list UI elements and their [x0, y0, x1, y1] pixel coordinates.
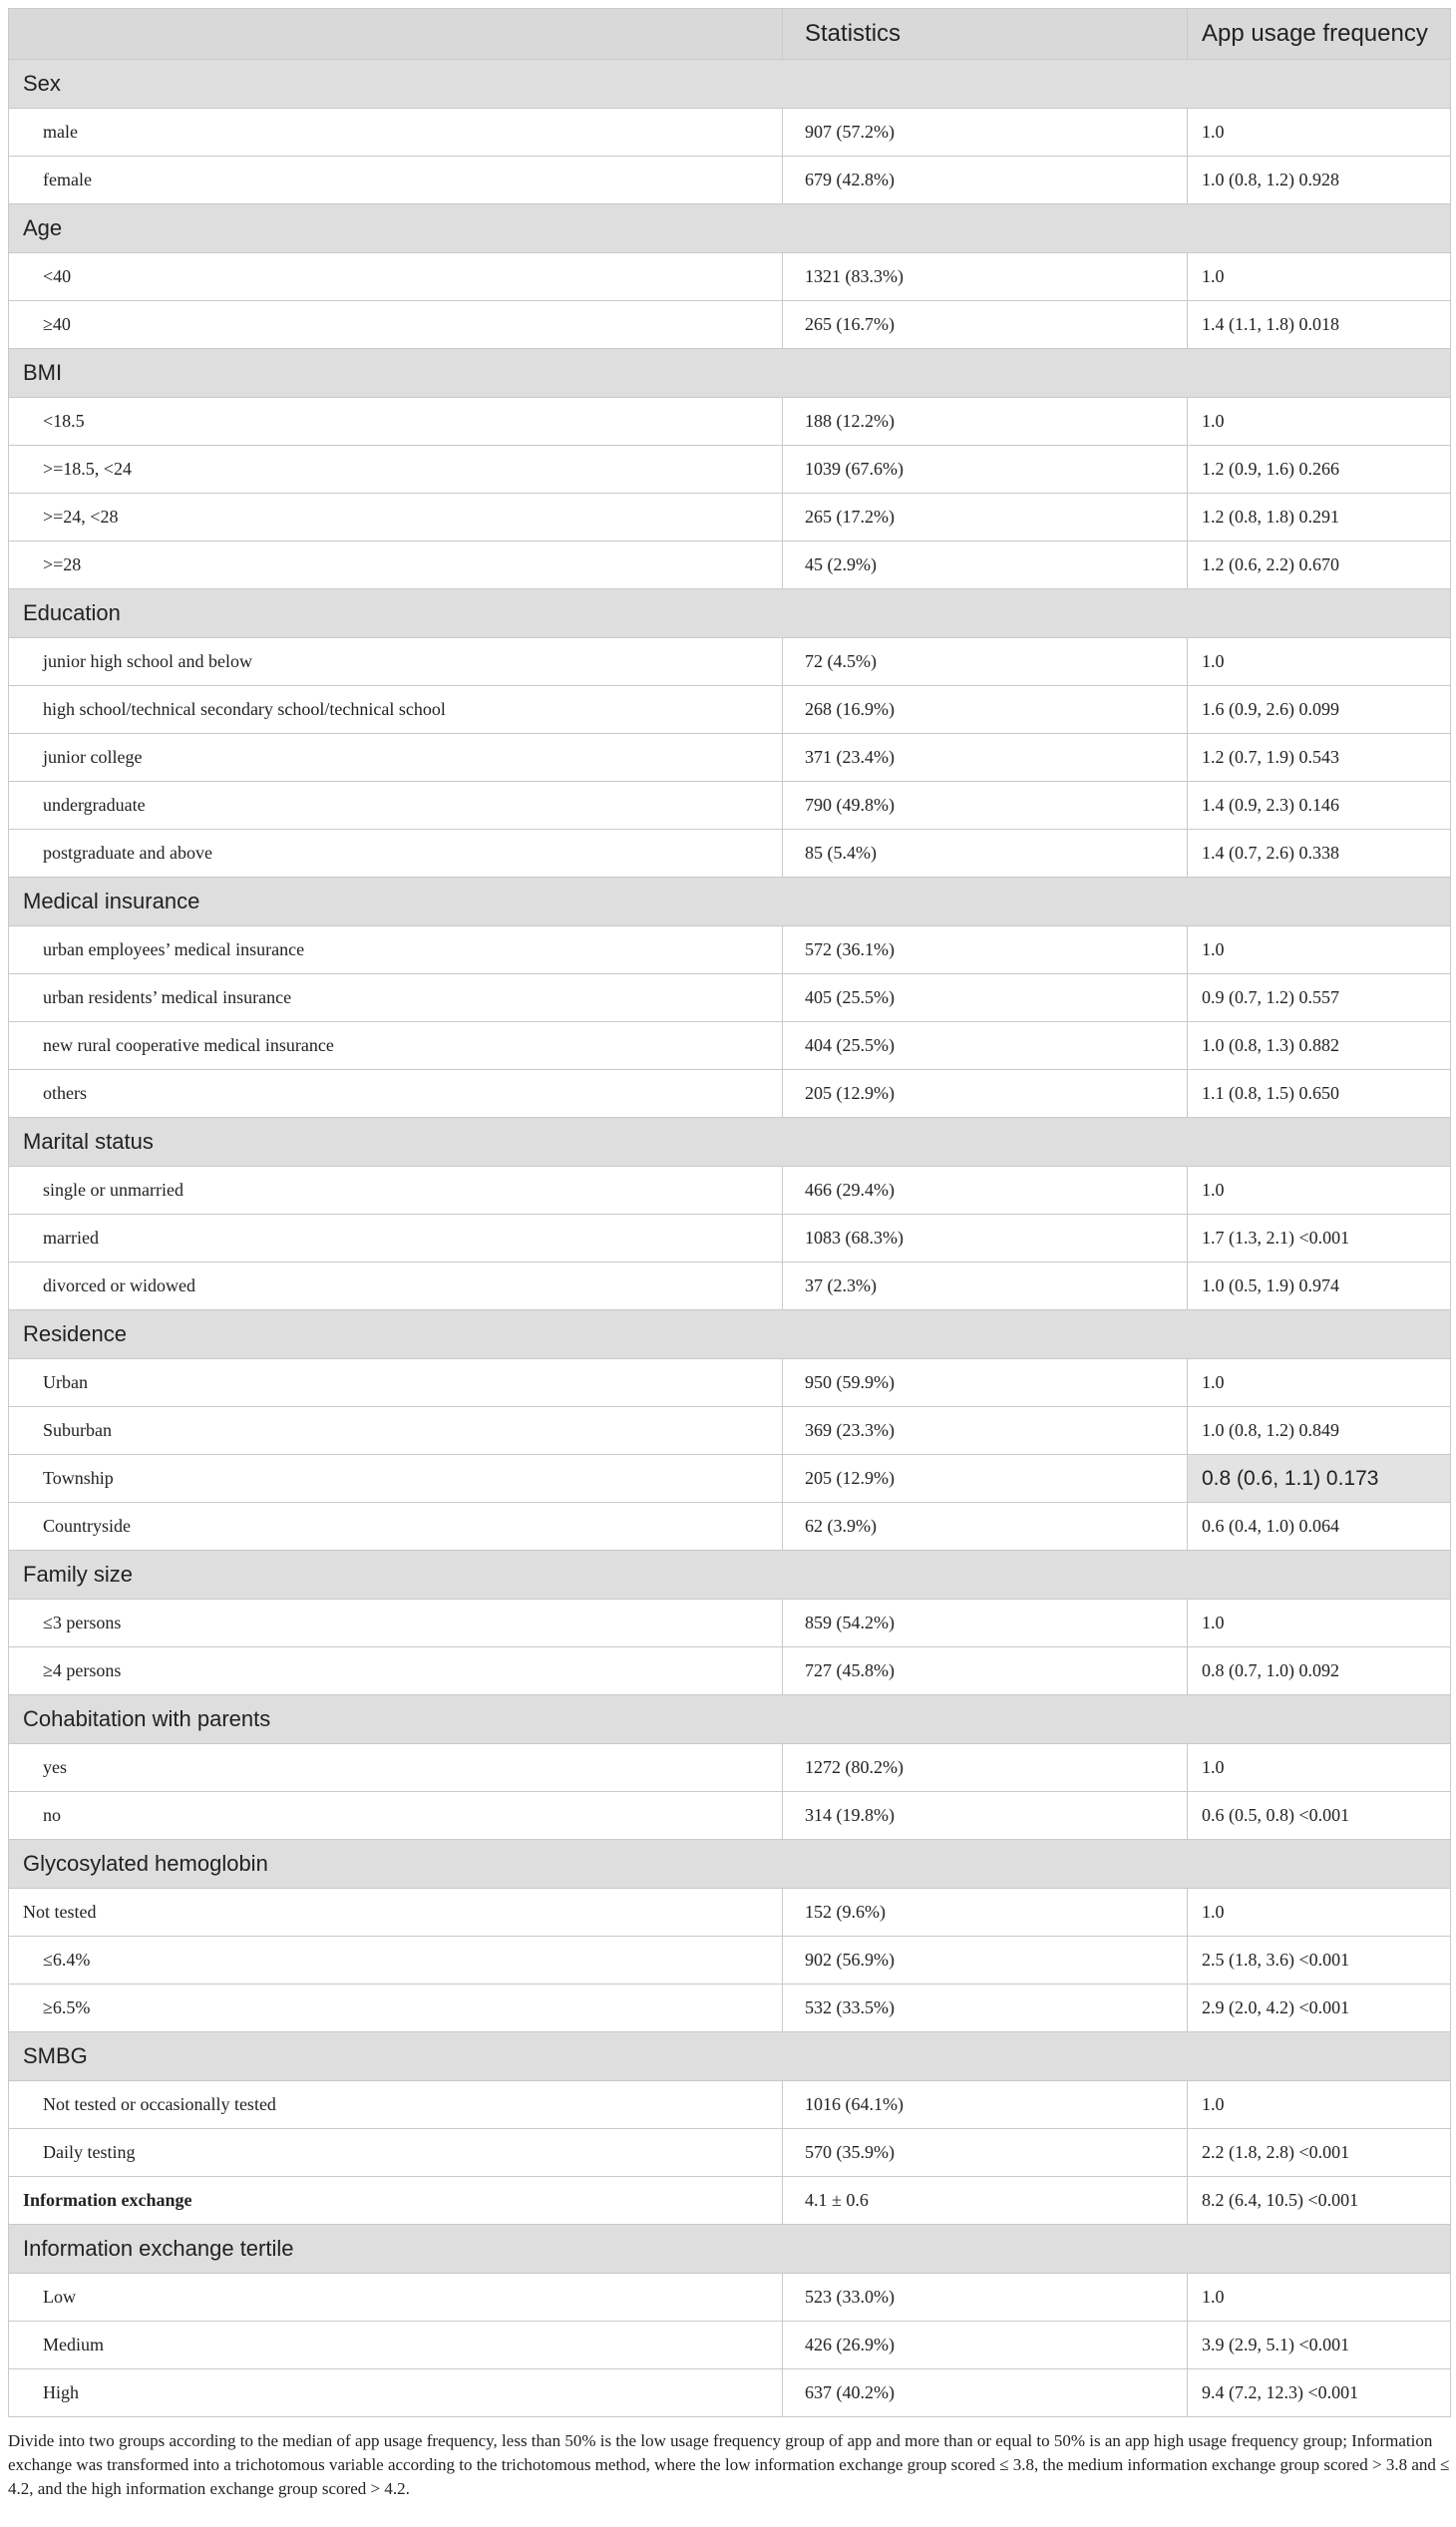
- row-statistics: 369 (23.3%): [783, 1407, 1188, 1455]
- row-statistics: 790 (49.8%): [783, 782, 1188, 830]
- row-app-usage-frequency: 0.8 (0.6, 1.1) 0.173: [1188, 1455, 1451, 1503]
- row-label: Low: [9, 2274, 783, 2322]
- header-statistics: Statistics: [783, 9, 1188, 60]
- row-app-usage-frequency: 2.9 (2.0, 4.2) <0.001: [1188, 1985, 1451, 2032]
- table-row: [9, 542, 1451, 589]
- row-label: Countryside: [9, 1503, 783, 1551]
- table-row: [9, 1503, 1451, 1551]
- row-app-usage-frequency: 1.2 (0.9, 1.6) 0.266: [1188, 446, 1451, 494]
- row-statistics: 371 (23.4%): [783, 734, 1188, 782]
- section-header-row: [9, 204, 1451, 253]
- row-statistics: 466 (29.4%): [783, 1167, 1188, 1215]
- table-row: [9, 1215, 1451, 1263]
- row-app-usage-frequency: 1.4 (0.9, 2.3) 0.146: [1188, 782, 1451, 830]
- row-statistics: 950 (59.9%): [783, 1359, 1188, 1407]
- table-row: [9, 1985, 1451, 2032]
- row-app-usage-frequency: 1.2 (0.6, 2.2) 0.670: [1188, 542, 1451, 589]
- table-row: [9, 1937, 1451, 1985]
- row-label: urban employees’ medical insurance: [9, 926, 783, 974]
- section-title: Education: [9, 589, 1451, 638]
- row-label: junior college: [9, 734, 783, 782]
- row-label: ≤6.4%: [9, 1937, 783, 1985]
- row-statistics: 859 (54.2%): [783, 1600, 1188, 1647]
- row-statistics: 188 (12.2%): [783, 398, 1188, 446]
- table-row: [9, 1744, 1451, 1792]
- row-app-usage-frequency: 1.0: [1188, 1359, 1451, 1407]
- table-row: [9, 974, 1451, 1022]
- table-row: [9, 2129, 1451, 2177]
- row-statistics: 426 (26.9%): [783, 2322, 1188, 2369]
- section-header-row: [9, 2225, 1451, 2274]
- row-statistics: 37 (2.3%): [783, 1263, 1188, 1310]
- row-statistics: 679 (42.8%): [783, 157, 1188, 204]
- section-header-row: [9, 1310, 1451, 1359]
- row-statistics: 1321 (83.3%): [783, 253, 1188, 301]
- section-header-row: [9, 1840, 1451, 1889]
- row-app-usage-frequency: 1.4 (1.1, 1.8) 0.018: [1188, 301, 1451, 349]
- table-row: [9, 782, 1451, 830]
- table-row: [9, 686, 1451, 734]
- row-label: Not tested or occasionally tested: [9, 2081, 783, 2129]
- row-app-usage-frequency: 1.0 (0.5, 1.9) 0.974: [1188, 1263, 1451, 1310]
- row-label: >=24, <28: [9, 494, 783, 542]
- row-app-usage-frequency: 1.0: [1188, 1889, 1451, 1937]
- header-app-usage-frequency: App usage frequency: [1188, 9, 1451, 60]
- row-app-usage-frequency: 1.0: [1188, 2274, 1451, 2322]
- row-label: Daily testing: [9, 2129, 783, 2177]
- row-label: Suburban: [9, 1407, 783, 1455]
- row-app-usage-frequency: 0.8 (0.7, 1.0) 0.092: [1188, 1647, 1451, 1695]
- row-statistics: 902 (56.9%): [783, 1937, 1188, 1985]
- row-statistics: 1083 (68.3%): [783, 1215, 1188, 1263]
- row-statistics: 205 (12.9%): [783, 1070, 1188, 1118]
- section-header-row: [9, 1118, 1451, 1167]
- row-statistics: 1039 (67.6%): [783, 446, 1188, 494]
- table-row: [9, 1889, 1451, 1937]
- row-label: high school/technical secondary school/technical school: [9, 686, 783, 734]
- row-label: Medium: [9, 2322, 783, 2369]
- row-statistics: 45 (2.9%): [783, 542, 1188, 589]
- table-row: [9, 2274, 1451, 2322]
- row-statistics: 85 (5.4%): [783, 830, 1188, 878]
- row-statistics: 62 (3.9%): [783, 1503, 1188, 1551]
- row-statistics: 637 (40.2%): [783, 2369, 1188, 2417]
- row-app-usage-frequency: 9.4 (7.2, 12.3) <0.001: [1188, 2369, 1451, 2417]
- row-app-usage-frequency: 1.0: [1188, 1167, 1451, 1215]
- row-label: junior high school and below: [9, 638, 783, 686]
- row-app-usage-frequency: 1.2 (0.7, 1.9) 0.543: [1188, 734, 1451, 782]
- section-header-row: [9, 1551, 1451, 1600]
- table-row: [9, 2081, 1451, 2129]
- section-header-row: [9, 2032, 1451, 2081]
- section-header-row: [9, 1695, 1451, 1744]
- row-app-usage-frequency: 1.0: [1188, 2081, 1451, 2129]
- row-statistics: 72 (4.5%): [783, 638, 1188, 686]
- table-row: [9, 2369, 1451, 2417]
- row-statistics: 265 (17.2%): [783, 494, 1188, 542]
- table-row: [9, 2322, 1451, 2369]
- table-row: [9, 446, 1451, 494]
- section-title: Sex: [9, 60, 1451, 109]
- row-app-usage-frequency: 1.0: [1188, 1744, 1451, 1792]
- row-label: divorced or widowed: [9, 1263, 783, 1310]
- table-body: [9, 60, 1451, 2417]
- row-label: ≤3 persons: [9, 1600, 783, 1647]
- row-statistics: 727 (45.8%): [783, 1647, 1188, 1695]
- row-app-usage-frequency: 3.9 (2.9, 5.1) <0.001: [1188, 2322, 1451, 2369]
- table-row: [9, 1022, 1451, 1070]
- row-app-usage-frequency: 1.7 (1.3, 2.1) <0.001: [1188, 1215, 1451, 1263]
- row-app-usage-frequency: 1.0 (0.8, 1.2) 0.928: [1188, 157, 1451, 204]
- row-app-usage-frequency: 2.5 (1.8, 3.6) <0.001: [1188, 1937, 1451, 1985]
- section-title: Residence: [9, 1310, 1451, 1359]
- section-header-row: [9, 349, 1451, 398]
- row-statistics: 532 (33.5%): [783, 1985, 1188, 2032]
- row-app-usage-frequency: 1.0: [1188, 926, 1451, 974]
- row-label: new rural cooperative medical insurance: [9, 1022, 783, 1070]
- row-statistics: 152 (9.6%): [783, 1889, 1188, 1937]
- row-label: Not tested: [9, 1889, 783, 1937]
- table-row: [9, 1455, 1451, 1503]
- row-label: >=18.5, <24: [9, 446, 783, 494]
- row-label: male: [9, 109, 783, 157]
- row-app-usage-frequency: 1.0: [1188, 253, 1451, 301]
- row-label: married: [9, 1215, 783, 1263]
- row-label: ≥4 persons: [9, 1647, 783, 1695]
- row-label: female: [9, 157, 783, 204]
- row-label: ≥40: [9, 301, 783, 349]
- table-row: [9, 638, 1451, 686]
- row-app-usage-frequency: 0.6 (0.5, 0.8) <0.001: [1188, 1792, 1451, 1840]
- table-row: [9, 2177, 1451, 2225]
- table-row: [9, 1070, 1451, 1118]
- row-label: <18.5: [9, 398, 783, 446]
- table-row: [9, 157, 1451, 204]
- row-label: postgraduate and above: [9, 830, 783, 878]
- statistics-table: [8, 8, 1451, 2417]
- section-header-row: [9, 60, 1451, 109]
- row-statistics: 907 (57.2%): [783, 109, 1188, 157]
- row-app-usage-frequency: 1.1 (0.8, 1.5) 0.650: [1188, 1070, 1451, 1118]
- row-statistics: 4.1 ± 0.6: [783, 2177, 1188, 2225]
- row-label: >=28: [9, 542, 783, 589]
- row-app-usage-frequency: 0.6 (0.4, 1.0) 0.064: [1188, 1503, 1451, 1551]
- row-label: single or unmarried: [9, 1167, 783, 1215]
- row-statistics: 1016 (64.1%): [783, 2081, 1188, 2129]
- section-title: Marital status: [9, 1118, 1451, 1167]
- row-app-usage-frequency: 1.0: [1188, 1600, 1451, 1647]
- table-row: [9, 1600, 1451, 1647]
- table-row: [9, 1407, 1451, 1455]
- row-app-usage-frequency: 1.0: [1188, 109, 1451, 157]
- row-statistics: 314 (19.8%): [783, 1792, 1188, 1840]
- header-row: [9, 9, 1451, 60]
- row-statistics: 570 (35.9%): [783, 2129, 1188, 2177]
- section-title: Cohabitation with parents: [9, 1695, 1451, 1744]
- row-app-usage-frequency: 1.0: [1188, 638, 1451, 686]
- row-app-usage-frequency: 1.2 (0.8, 1.8) 0.291: [1188, 494, 1451, 542]
- section-title: Age: [9, 204, 1451, 253]
- table-container: [8, 8, 1450, 2501]
- row-label: Information exchange: [9, 2177, 783, 2225]
- row-app-usage-frequency: 0.9 (0.7, 1.2) 0.557: [1188, 974, 1451, 1022]
- table-row: [9, 253, 1451, 301]
- row-app-usage-frequency: 1.4 (0.7, 2.6) 0.338: [1188, 830, 1451, 878]
- row-statistics: 205 (12.9%): [783, 1455, 1188, 1503]
- row-label: others: [9, 1070, 783, 1118]
- section-title: BMI: [9, 349, 1451, 398]
- row-label: <40: [9, 253, 783, 301]
- section-title: Medical insurance: [9, 878, 1451, 926]
- section-title: SMBG: [9, 2032, 1451, 2081]
- table-row: [9, 1647, 1451, 1695]
- row-label: Township: [9, 1455, 783, 1503]
- table-row: [9, 830, 1451, 878]
- table-row: [9, 494, 1451, 542]
- row-app-usage-frequency: 2.2 (1.8, 2.8) <0.001: [1188, 2129, 1451, 2177]
- row-statistics: 268 (16.9%): [783, 686, 1188, 734]
- table-header: [9, 9, 1451, 60]
- row-app-usage-frequency: 8.2 (6.4, 10.5) <0.001: [1188, 2177, 1451, 2225]
- section-header-row: [9, 589, 1451, 638]
- row-label: Urban: [9, 1359, 783, 1407]
- table-row: [9, 1167, 1451, 1215]
- table-row: [9, 109, 1451, 157]
- row-label: urban residents’ medical insurance: [9, 974, 783, 1022]
- section-title: Information exchange tertile: [9, 2225, 1451, 2274]
- table-row: [9, 734, 1451, 782]
- table-row: [9, 1263, 1451, 1310]
- section-header-row: [9, 878, 1451, 926]
- row-label: High: [9, 2369, 783, 2417]
- row-statistics: 1272 (80.2%): [783, 1744, 1188, 1792]
- header-variable: [9, 9, 783, 60]
- section-title: Glycosylated hemoglobin: [9, 1840, 1451, 1889]
- row-label: undergraduate: [9, 782, 783, 830]
- section-title: Family size: [9, 1551, 1451, 1600]
- row-statistics: 572 (36.1%): [783, 926, 1188, 974]
- row-app-usage-frequency: 1.0 (0.8, 1.3) 0.882: [1188, 1022, 1451, 1070]
- row-label: no: [9, 1792, 783, 1840]
- row-app-usage-frequency: 1.0: [1188, 398, 1451, 446]
- table-row: [9, 301, 1451, 349]
- table-row: [9, 1359, 1451, 1407]
- row-label: ≥6.5%: [9, 1985, 783, 2032]
- row-app-usage-frequency: 1.0 (0.8, 1.2) 0.849: [1188, 1407, 1451, 1455]
- row-statistics: 265 (16.7%): [783, 301, 1188, 349]
- row-app-usage-frequency: 1.6 (0.9, 2.6) 0.099: [1188, 686, 1451, 734]
- table-footnote: Divide into two groups according to the median of app usage frequency, less than 50% is the low usage frequency group of app and more than or equal to 50% is an app high usage frequency group; Information exchange was transformed into a trichotomous variable according to the trichotomous method, where the low information exchange group scored ≤ 3.8, the medium information exchange group scored > 3.8 and ≤ 4.2, and the high information exchange group scored > 4.2.: [8, 2431, 1450, 2498]
- table-row: [9, 1792, 1451, 1840]
- row-statistics: 404 (25.5%): [783, 1022, 1188, 1070]
- table-row: [9, 398, 1451, 446]
- row-statistics: 523 (33.0%): [783, 2274, 1188, 2322]
- row-statistics: 405 (25.5%): [783, 974, 1188, 1022]
- row-label: yes: [9, 1744, 783, 1792]
- table-row: [9, 926, 1451, 974]
